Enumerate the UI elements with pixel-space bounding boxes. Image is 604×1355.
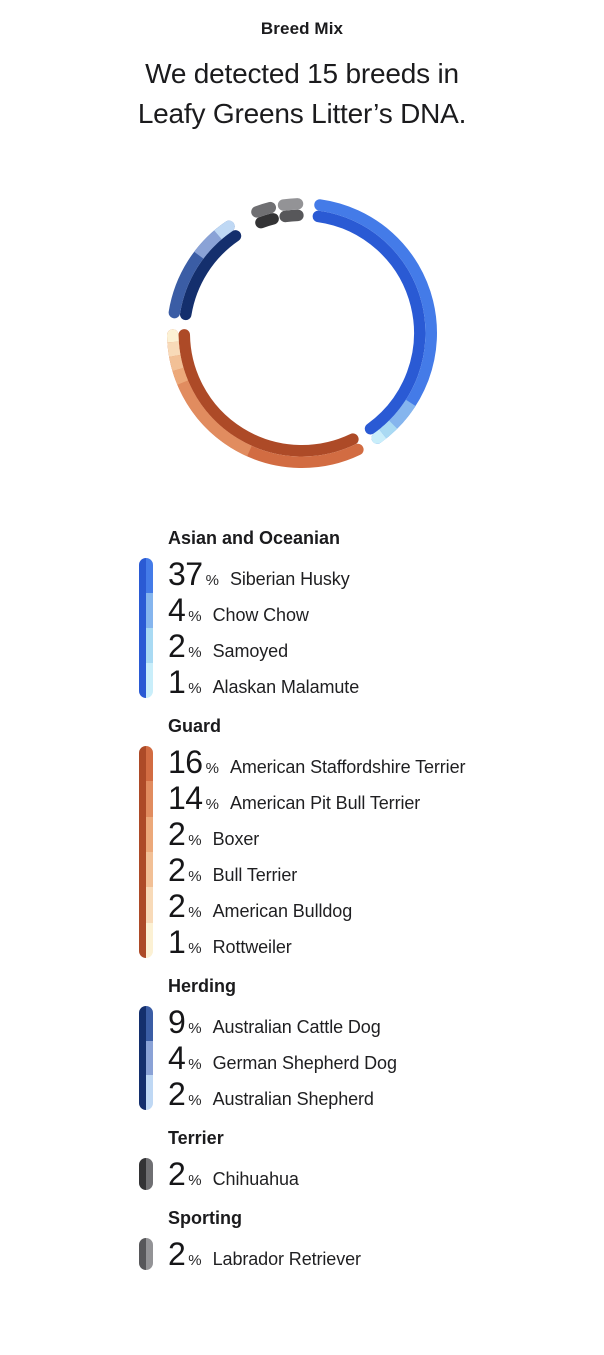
- group-bar-segments: [146, 558, 153, 698]
- breed-group-herding: [139, 974, 604, 1112]
- breed-percent: 2: [168, 1236, 185, 1272]
- percent-sign: %: [188, 940, 201, 957]
- breed-row-rottweiler: [168, 924, 604, 960]
- breed-name: Rottweiler: [213, 937, 292, 958]
- group-bar-stripe: [139, 1238, 146, 1270]
- group-bar-stripe: [139, 558, 146, 698]
- percent-sign: %: [188, 1092, 201, 1109]
- donut-arc-american-bulldog: [173, 342, 175, 356]
- breed-name: American Bulldog: [213, 901, 352, 922]
- breed-row-australian-cattle-dog: [168, 1004, 604, 1040]
- breed-row-bull-terrier: [168, 852, 604, 888]
- group-color-bar-terrier: [139, 1158, 153, 1190]
- breed-percent: 1: [168, 924, 185, 960]
- breed-name: German Shepherd Dog: [213, 1053, 397, 1074]
- breed-name: Chow Chow: [213, 605, 309, 626]
- breed-name: Bull Terrier: [213, 865, 298, 886]
- group-bar-segment: [146, 1158, 153, 1190]
- group-bar-segment: [146, 558, 153, 593]
- donut-arc-boxer: [178, 369, 183, 382]
- group-bar-segment: [146, 1006, 153, 1041]
- group-title-guard: Guard: [168, 714, 604, 738]
- donut-inner-arc-sporting: [285, 215, 298, 216]
- group-color-bar-herding: [139, 1006, 153, 1110]
- page-title: We detected 15 breeds in Leafy Greens Litter’s DNA.: [112, 54, 492, 134]
- donut-inner-arc-guard: [184, 335, 353, 451]
- breed-percent: 2: [168, 816, 185, 852]
- group-bar-segments: [146, 1158, 153, 1190]
- group-bar-segment: [146, 746, 153, 781]
- breed-percent: 2: [168, 888, 185, 924]
- breed-row-boxer: [168, 816, 604, 852]
- breed-row-samoyed: [168, 628, 604, 664]
- breed-group-asian-and-oceanian: [139, 526, 604, 700]
- breed-name: Australian Cattle Dog: [213, 1017, 381, 1038]
- group-bar-stripe: [139, 746, 146, 958]
- breed-percent: 14: [168, 780, 203, 816]
- group-title-sporting: Sporting: [168, 1206, 604, 1230]
- donut-arc-bull-terrier: [175, 356, 178, 370]
- group-bar-segment: [146, 628, 153, 663]
- breed-percent: 16: [168, 744, 203, 780]
- breed-mix-donut-chart: [157, 188, 447, 478]
- page-eyebrow: Breed Mix: [0, 19, 604, 39]
- group-color-bar-sporting: [139, 1238, 153, 1270]
- percent-sign: %: [188, 868, 201, 885]
- breed-percent: 4: [168, 592, 185, 628]
- percent-sign: %: [188, 1056, 201, 1073]
- breed-percent: 2: [168, 852, 185, 888]
- group-bar-segment: [146, 1238, 153, 1270]
- breed-percent: 9: [168, 1004, 185, 1040]
- group-bar-segments: [146, 1238, 153, 1270]
- group-title-terrier: Terrier: [168, 1126, 604, 1150]
- group-bar-segment: [146, 1041, 153, 1076]
- breed-name: Samoyed: [213, 641, 288, 662]
- donut-inner-arc-terrier: [261, 219, 273, 223]
- breed-row-american-pit-bull-terrier: [168, 780, 604, 816]
- percent-sign: %: [188, 608, 201, 625]
- breed-group-terrier: [139, 1126, 604, 1192]
- group-bar-segments: [146, 746, 153, 958]
- breed-row-american-bulldog: [168, 888, 604, 924]
- donut-arc-terrier: [257, 208, 270, 212]
- percent-sign: %: [188, 1020, 201, 1037]
- percent-sign: %: [206, 572, 219, 589]
- group-bar-segment: [146, 852, 153, 887]
- breed-mix-donut-container: [0, 188, 604, 478]
- breed-percent: 2: [168, 1156, 185, 1192]
- group-title-asian-and-oceanian: Asian and Oceanian: [168, 526, 604, 550]
- breed-row-australian-shepherd: [168, 1076, 604, 1112]
- breed-row-chihuahua: [168, 1156, 604, 1192]
- donut-arc-sporting: [284, 204, 298, 205]
- group-bar-segment: [146, 663, 153, 698]
- percent-sign: %: [188, 644, 201, 661]
- breed-percent: 1: [168, 664, 185, 700]
- breed-percent: 37: [168, 556, 203, 592]
- breed-percent: 2: [168, 1076, 185, 1112]
- breed-name: American Staffordshire Terrier: [230, 757, 465, 778]
- group-bar-segment: [146, 593, 153, 628]
- breed-group-sporting: [139, 1206, 604, 1272]
- breed-name: Alaskan Malamute: [213, 677, 359, 698]
- breed-row-alaskan-malamute: [168, 664, 604, 700]
- breed-row-labrador-retriever: [168, 1236, 604, 1272]
- group-bar-segment: [146, 781, 153, 816]
- percent-sign: %: [188, 680, 201, 697]
- group-color-bar-asian-and-oceanian: [139, 558, 153, 698]
- breed-percent: 4: [168, 1040, 185, 1076]
- breed-percent: 2: [168, 628, 185, 664]
- breed-legend: [139, 526, 604, 1272]
- breed-name: American Pit Bull Terrier: [230, 793, 420, 814]
- percent-sign: %: [206, 760, 219, 777]
- percent-sign: %: [188, 1172, 201, 1189]
- percent-sign: %: [188, 1252, 201, 1269]
- breed-name: Labrador Retriever: [213, 1249, 361, 1270]
- percent-sign: %: [188, 832, 201, 849]
- breed-row-american-staffordshire-terrier: [168, 744, 604, 780]
- breed-name: Chihuahua: [213, 1169, 299, 1190]
- group-bar-segment: [146, 1075, 153, 1110]
- group-bar-stripe: [139, 1006, 146, 1110]
- group-color-bar-guard: [139, 746, 153, 958]
- breed-row-chow-chow: [168, 592, 604, 628]
- percent-sign: %: [206, 796, 219, 813]
- group-bar-segment: [146, 887, 153, 922]
- breed-name: Australian Shepherd: [213, 1089, 374, 1110]
- group-title-herding: Herding: [168, 974, 604, 998]
- group-bar-segment: [146, 923, 153, 958]
- percent-sign: %: [188, 904, 201, 921]
- donut-arc-samoyed: [383, 425, 393, 434]
- breed-group-guard: [139, 714, 604, 960]
- breed-row-siberian-husky: [168, 556, 604, 592]
- breed-row-german-shepherd-dog: [168, 1040, 604, 1076]
- group-bar-segment: [146, 817, 153, 852]
- group-bar-stripe: [139, 1158, 146, 1190]
- group-bar-segments: [146, 1006, 153, 1110]
- breed-name: Siberian Husky: [230, 569, 350, 590]
- breed-name: Boxer: [213, 829, 260, 850]
